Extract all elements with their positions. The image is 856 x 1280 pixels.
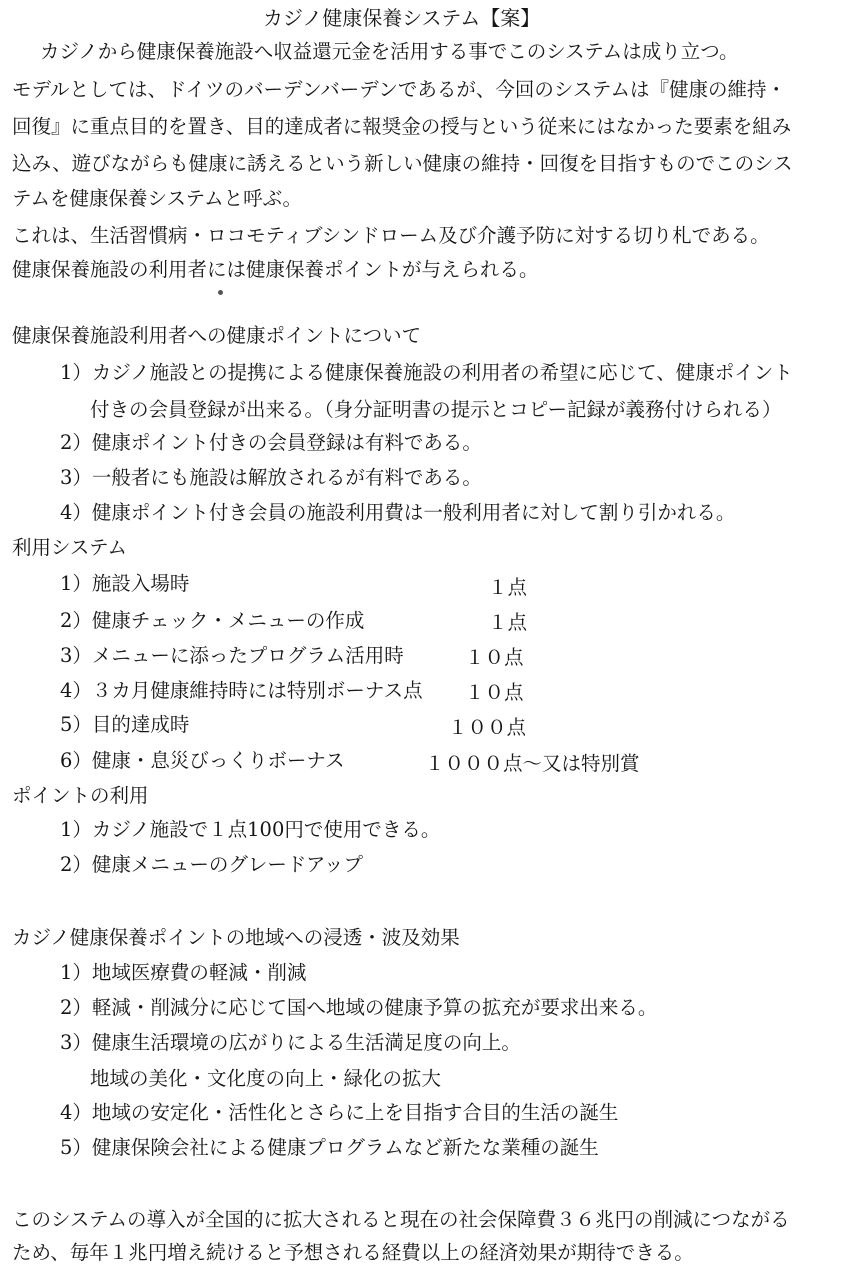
usage-item-2-points: １点 xyxy=(488,611,528,634)
usage-item-3-label: 3）メニューに添ったプログラム活用時 xyxy=(60,644,404,667)
usage-item-1-points: １点 xyxy=(488,576,528,599)
section1-heading: 健康保養施設利用者への健康ポイントについて xyxy=(12,324,422,347)
section1-item-1-continued: 付きの会員登録が出来る。（身分証明書の提示とコピー記録が義務付けられる） xyxy=(90,398,782,421)
section3-item-2: 2）健康メニューのグレードアップ xyxy=(60,853,363,876)
conclusion-line-2: ため、毎年１兆円増え続けると予想される経費以上の経済効果が期待できる。 xyxy=(12,1241,694,1264)
intro-line-3: 回復』に重点目的を置き、目的達成者に報奨金の授与という従来にはなかった要素を組み xyxy=(12,115,792,138)
section4-item-3: 3）健康生活環境の広がりによる生活満足度の向上。 xyxy=(60,1031,521,1054)
usage-item-1-label: 1）施設入場時 xyxy=(60,572,190,595)
scan-speck xyxy=(218,290,223,295)
intro-line-4: 込み、遊びながらも健康に誘えるという新しい健康の維持・回復を目指すものでこのシス xyxy=(12,152,793,175)
conclusion-line-1: このシステムの導入が全国的に拡大されると現在の社会保障費３６兆円の削減につながる xyxy=(12,1208,790,1231)
intro-line-2: モデルとしては、ドイツのバーデンバーデンであるが、今回のシステムは『健康の維持・ xyxy=(12,78,786,101)
section4-item-4: 4）地域の安定化・活性化とさらに上を目指す合目的生活の誕生 xyxy=(60,1101,619,1124)
intro-line-6: これは、生活習慣病・ロコモティブシンドローム及び介護予防に対する切り札である。 xyxy=(12,224,770,247)
section4-item-2: 2）軽減・削減分に応じて国へ地域の健康予算の拡充が要求出来る。 xyxy=(60,996,658,1019)
usage-item-4-points: １０点 xyxy=(465,681,524,704)
usage-item-5-points: １００点 xyxy=(448,716,527,739)
section4-item-1: 1）地域医療費の軽減・削減 xyxy=(60,961,307,984)
usage-item-4-label: 4）３カ月健康維持時には特別ボーナス点 xyxy=(60,679,423,702)
intro-line-7: 健康保養施設の利用者には健康保養ポイントが与えられる。 xyxy=(12,258,539,281)
section4-heading: カジノ健康保養ポイントの地域への浸透・波及効果 xyxy=(12,926,460,949)
usage-item-2-label: 2）健康チェック・メニューの作成 xyxy=(60,609,365,632)
section3-heading: ポイントの利用 xyxy=(12,784,149,807)
usage-item-6-points: １０００点～又は特別賞 xyxy=(425,752,640,775)
usage-item-6-label: 6）健康・息災びっくりボーナス xyxy=(60,749,345,772)
section1-item-2: 2）健康ポイント付きの会員登録は有料である。 xyxy=(60,431,482,454)
section1-item-3: 3）一般者にも施設は解放されるが有料である。 xyxy=(60,466,482,489)
intro-line-5: テムを健康保養システムと呼ぶ。 xyxy=(12,187,302,210)
section2-heading: 利用システム xyxy=(12,536,128,559)
section1-item-4: 4）健康ポイント付き会員の施設利用費は一般利用者に対して割り引かれる。 xyxy=(60,501,736,524)
document-title: カジノ健康保養システム【案】 xyxy=(263,6,541,30)
section4-item-3-continued: 地域の美化・文化度の向上・緑化の拡大 xyxy=(90,1067,442,1090)
section4-item-5: 5）健康保険会社による健康プログラムなど新たな業種の誕生 xyxy=(60,1136,599,1159)
usage-item-3-points: １０点 xyxy=(465,646,524,669)
section1-item-1: 1）カジノ施設との提携による健康保養施設の利用者の希望に応じて、健康ポイント xyxy=(60,361,793,384)
section3-item-1: 1）カジノ施設で１点100円で使用できる。 xyxy=(60,818,441,841)
usage-item-5-label: 5）目的達成時 xyxy=(60,713,190,736)
intro-line-1: カジノから健康保養施設へ収益還元金を活用する事でこのシステムは成り立つ。 xyxy=(40,40,739,63)
